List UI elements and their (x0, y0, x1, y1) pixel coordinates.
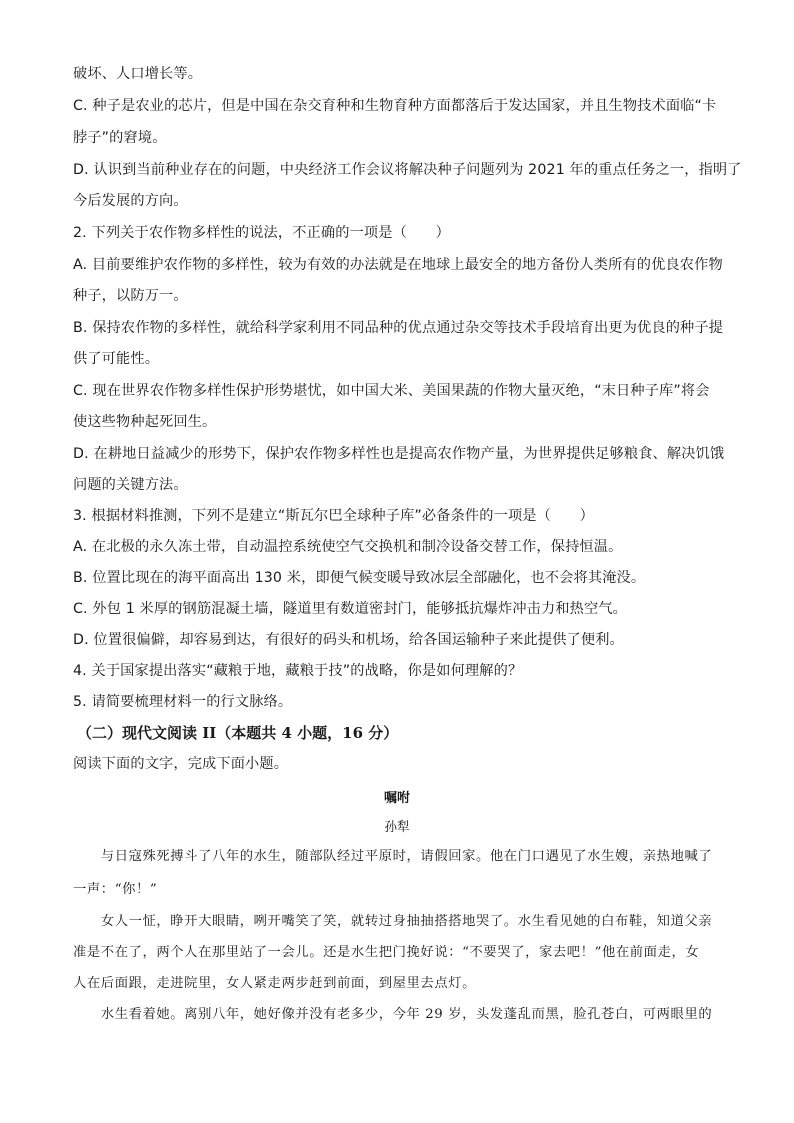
q4-stem: 4. 关于国家提出落实“藏粮于地，藏粮于技”的战略，你是如何理解的？ (73, 663, 523, 679)
section-instruction: 阅读下面的文字，完成下面小题。 (73, 756, 289, 772)
section-heading: （二）现代文阅读 II（本题共 4 小题，16 分） (77, 724, 399, 742)
q3-option-c: C. 外包 1 米厚的钢筋混凝土墙，隧道里有数道密封门，能够抵抗爆炸冲击力和热空气。 (73, 601, 628, 617)
q1-option-c-line1: C. 种子是农业的芯片，但是中国在杂交育种和生物育种方面都落后于发达国家，并且生物技术面临“卡 (73, 98, 717, 114)
q5-stem: 5. 请简要梳理材料一的行文脉络。 (73, 694, 293, 710)
q3-stem: 3. 根据材料推测，下列不是建立“斯瓦尔巴全球种子库”必备条件的一项是（ ） (73, 508, 594, 524)
q2-stem: 2. 下列关于农作物多样性的说法，不正确的一项是（ ） (73, 225, 450, 241)
story-paragraph-3-line1: 水生看着她。离别八年，她好像并没有老多少，今年 29 岁，头发蓬乱而黑，脸孔苍白，可两眼里的 (73, 1007, 713, 1022)
q3-option-d: D. 位置很偏僻，却容易到达，有很好的码头和机场，给各国运输种子来此提供了便利。 (73, 632, 624, 648)
q2-option-a-line2: 种子，以防万一。 (73, 288, 188, 304)
q1-option-d-line1: D. 认识到当前种业存在的问题，中央经济工作会议将解决种子问题列为 2021 年的重点任务之一，指明了 (73, 162, 742, 178)
q2-option-b-line1: B. 保持农作物的多样性，就给科学家利用不同品种的优点通过杂交等技术手段培育出更为优良的种子提 (73, 320, 724, 336)
q2-option-d-line2: 问题的关键方法。 (73, 477, 188, 493)
story-paragraph-1-line2: 一声：“你！” (73, 882, 158, 897)
q2-option-b-line2: 供了可能性。 (73, 351, 160, 367)
q2-option-d-line1: D. 在耕地日益减少的形势下，保护农作物多样性也是提高农作物产量，为世界提供足够粮食、解决饥饿 (73, 446, 725, 462)
story-paragraph-2-line1: 女人一怔，睁开大眼睛，咧开嘴笑了笑，就转过身抽抽搭搭地哭了。水生看见她的白布鞋，知道父亲 (73, 914, 713, 929)
story-paragraph-2-line3: 人在后面跟，走进院里，女人紧走两步赶到前面，到屋里去点灯。 (73, 976, 477, 991)
q3-option-a: A. 在北极的永久冻土带，自动温控系统使空气交换机和制冷设备交替工作，保持恒温。 (73, 539, 623, 555)
q2-option-c-line1: C. 现在世界农作物多样性保护形势堪忧，如中国大米、美国果蔬的作物大量灭绝，“末日种子库”将会 (73, 383, 710, 399)
q2-option-c-line2: 使这些物种起死回生。 (73, 414, 217, 430)
q1-previous-option-tail: 破坏、人口增长等。 (73, 66, 203, 82)
q3-option-b: B. 位置比现在的海平面高出 130 米，即便气候变暖导致冰层全部融化，也不会将其淹没。 (73, 570, 646, 586)
story-author: 孙犁 (384, 819, 410, 834)
story-paragraph-2-line2: 准是不在了，两个人在那里站了一会儿。还是水生把门挽好说：“不要哭了，家去吧！”他在前面走，女 (73, 945, 700, 960)
q1-option-d-line2: 今后发展的方向。 (73, 193, 188, 209)
story-title: 嘱咐 (383, 791, 410, 806)
story-paragraph-1-line1: 与日寇殊死搏斗了八年的水生，随部队经过平原时，请假回家。他在门口遇见了水生嫂，亲热地喊了 (73, 849, 713, 864)
q2-option-a-line1: A. 目前要维护农作物的多样性，较为有效的办法就是在地球上最安全的地方备份人类所有的优良农作物 (73, 257, 723, 273)
q1-option-c-line2: 脖子”的窘境。 (73, 130, 167, 146)
